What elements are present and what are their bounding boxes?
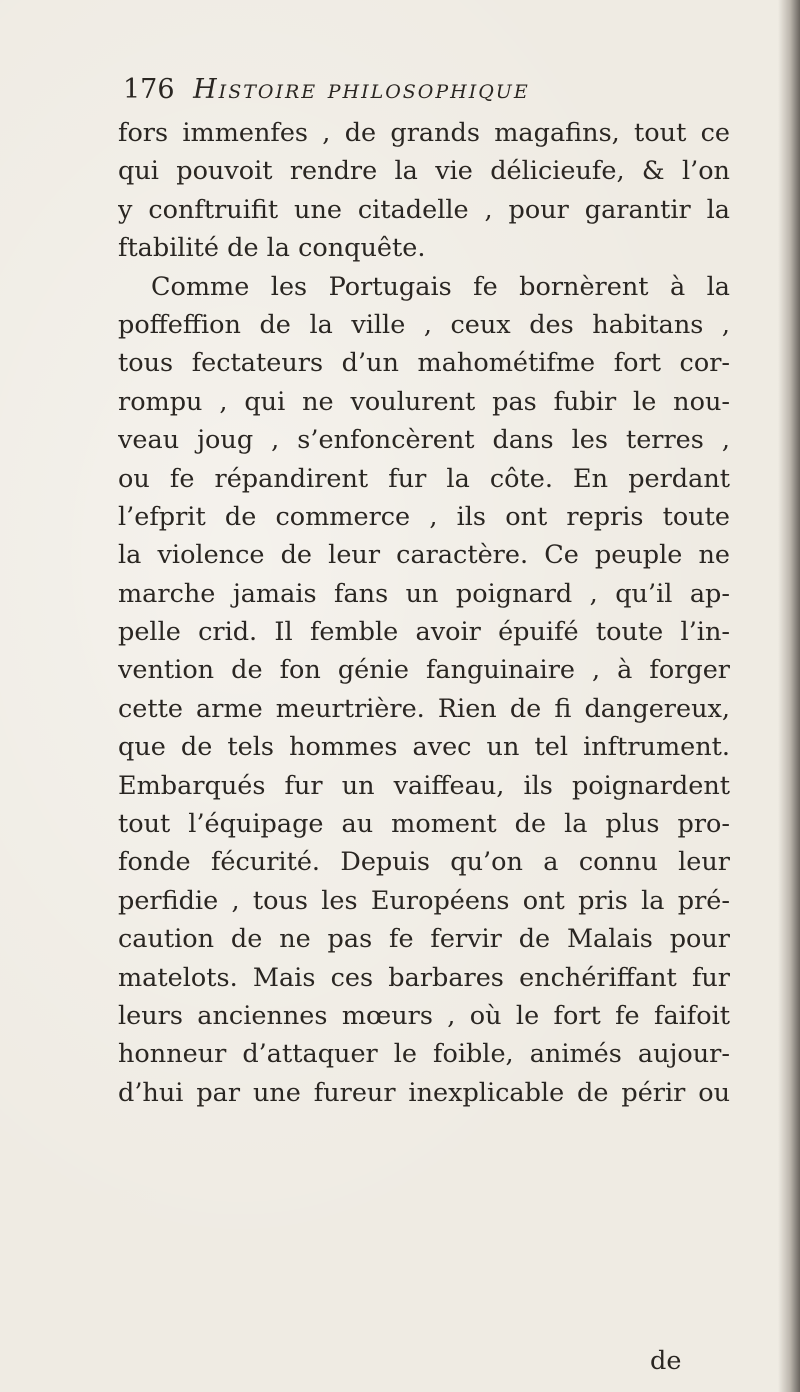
text-line: la violence de leur caractère. Ce peuple ne [118, 540, 730, 571]
text-line: tout l’équipage au moment de la plus pro- [118, 809, 730, 840]
running-title: Histoire philosophique [193, 74, 530, 105]
text-line: veau joug , s’enfoncèrent dans les terres , [118, 425, 730, 456]
text-line: y conftruifit une citadelle , pour garantir la [118, 194, 730, 225]
page-number: 176 [123, 74, 175, 105]
text-line: pelle crid. Il femble avoir épuifé toute l’in- [118, 617, 730, 648]
body-text [118, 114, 730, 1112]
text-line: que de tels hommes avec un tel inftrument. [118, 732, 730, 763]
paragraph-start-line: Comme les Portugais fe bornèrent à la [151, 271, 730, 302]
text-line: caution de ne pas fe fervir de Malais pour [118, 924, 730, 955]
text-line: qui pouvoit rendre la vie délicieufe, & l’on [118, 156, 730, 187]
text-line: marche jamais fans un poignard , qu’il ap- [118, 578, 730, 609]
text-line: leurs anciennes mœurs , où le fort fe faifoit [118, 1000, 730, 1031]
text-line: fors immenfes , de grands magafins, tout ce [118, 118, 730, 148]
running-head [123, 74, 683, 114]
text-line: cette arme meurtrière. Rien de fi dangereux, [118, 693, 730, 724]
text-line: l’efprit de commerce , ils ont repris toute [118, 501, 730, 532]
text-line: matelots. Mais ces barbares enchériffant fur [118, 962, 730, 993]
text-line: ou fe répandirent fur la côte. En perdant [118, 463, 730, 494]
text-line: poffeffion de la ville , ceux des habitans , [118, 309, 730, 340]
text-line: honneur d’attaquer le foible, animés aujour- [118, 1039, 730, 1070]
ink-fade-overlay [100, 1190, 240, 1340]
text-line: rompu , qui ne voulurent pas fubir le nou- [118, 386, 730, 417]
text-line: vention de fon génie fanguinaire , à forger [118, 655, 730, 686]
text-line: fonde fécurité. Depuis qu’on a connu leur [118, 847, 730, 878]
text-line: Embarqués fur un vaiffeau, ils poignardent [118, 770, 730, 801]
text-line: perfidie , tous les Européens ont pris la pré- [118, 885, 730, 916]
catchword: de [650, 1346, 682, 1376]
text-line: ftabilité de la conquête. [118, 233, 426, 264]
text-line: d’hui par une fureur inexplicable de périr ou [118, 1077, 730, 1108]
text-line: tous fectateurs d’un mahométifme fort cor- [118, 348, 730, 379]
page-edge-shadow [778, 0, 800, 1392]
